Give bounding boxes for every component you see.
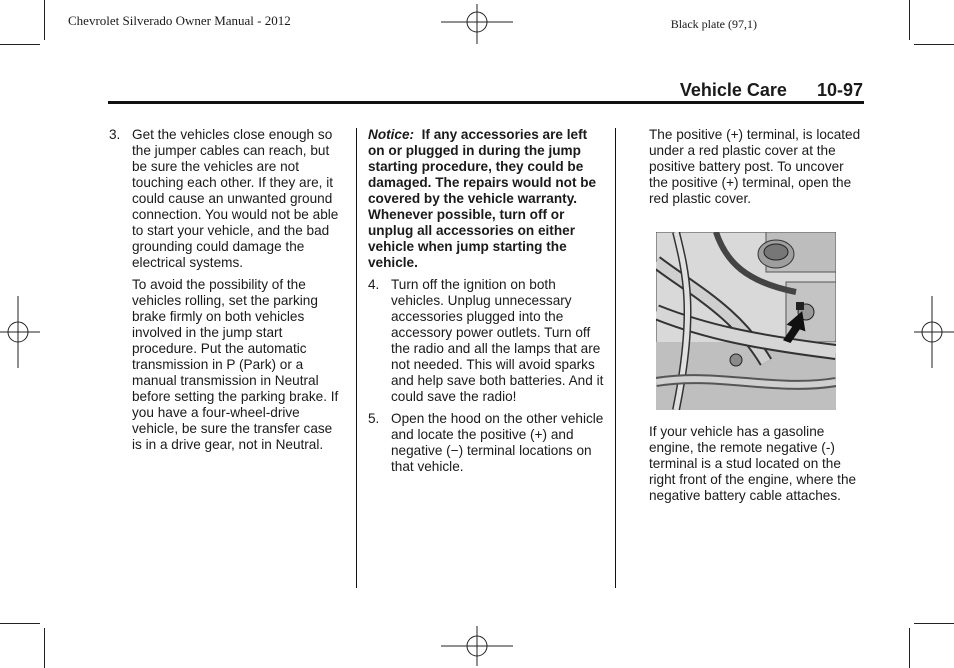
section-title: Vehicle Care <box>679 80 787 100</box>
header-rule <box>108 101 864 104</box>
step-text: Get the vehicles close enough so the jumper cables can reach, but be sure the vehicles are not touching each other. If they are, it could cause an unwanted ground connection. You would not be able to start your vehicle, and the bad grounding could damage the electrical systems. <box>132 127 339 270</box>
paragraph: If your vehicle has a gasoline engine, the remote negative (-) terminal is a stud located on the right front of the engine, where the negative battery cable attaches. <box>649 424 857 503</box>
notice-text: If any accessories are left on or plugged in during the jump starting procedure, they could be damaged. The repairs would not be covered by the vehicle warranty. Whenever possible, turn off or unplug all accessories on either vehicle when jump starting the vehicle. <box>368 127 597 270</box>
crop-mark <box>914 44 954 45</box>
manual-title: Chevrolet Silverado Owner Manual - 2012 <box>68 13 291 28</box>
crop-mark <box>44 628 45 668</box>
registration-mark-top <box>441 4 513 44</box>
column-2 <box>368 127 604 481</box>
crop-mark <box>0 623 40 624</box>
crop-mark <box>914 623 954 624</box>
registration-mark-right <box>914 296 954 368</box>
paragraph: To avoid the possibility of the vehicles rolling, set the parking brake firmly on both vehicles involved in the jump start procedure. Put the automatic transmission in P (Park) or a manual transmission in Neutral before setting the parking brake. If you have a four-wheel-drive vehicle, be sure the transfer case is in a drive gear, not in Neutral. <box>132 277 339 452</box>
list-item <box>368 411 604 475</box>
step-text: Turn off the ignition on both vehicles. Unplug unnecessary accessories plugged into the accessory power outlets. Turn off the radio and all the lamps that are not needed. This will avoid sparks and help save both batteries. And it could save the radio! <box>391 277 604 404</box>
notice-block <box>368 127 604 271</box>
list-item <box>368 277 604 405</box>
column-3 <box>649 127 865 213</box>
crop-mark <box>0 44 40 45</box>
crop-mark <box>909 628 910 668</box>
paragraph: The positive (+) terminal, is located under a red plastic cover at the positive battery post. To uncover the positive (+) terminal, open the red plastic cover. <box>649 127 861 206</box>
registration-mark-left <box>0 296 40 368</box>
plate-label: Black plate (97,1) <box>670 17 757 31</box>
step-number: 5. <box>368 411 380 426</box>
notice-label: Notice: <box>368 127 415 142</box>
column-divider <box>615 128 616 588</box>
column-1 <box>109 127 345 459</box>
list-item <box>109 127 345 271</box>
column-3-lower <box>649 424 865 510</box>
crop-mark <box>44 0 45 40</box>
registration-mark-bottom <box>441 626 513 666</box>
column-divider <box>356 128 357 588</box>
step-number: 4. <box>368 277 380 292</box>
step-number: 3. <box>109 127 121 142</box>
page-number: 10-97 <box>816 80 863 100</box>
engine-illustration <box>656 232 836 410</box>
step-text: Open the hood on the other vehicle and locate the positive (+) and negative (−) terminal locations on that vehicle. <box>391 411 604 474</box>
crop-mark <box>909 0 910 40</box>
section-heading <box>680 80 863 101</box>
